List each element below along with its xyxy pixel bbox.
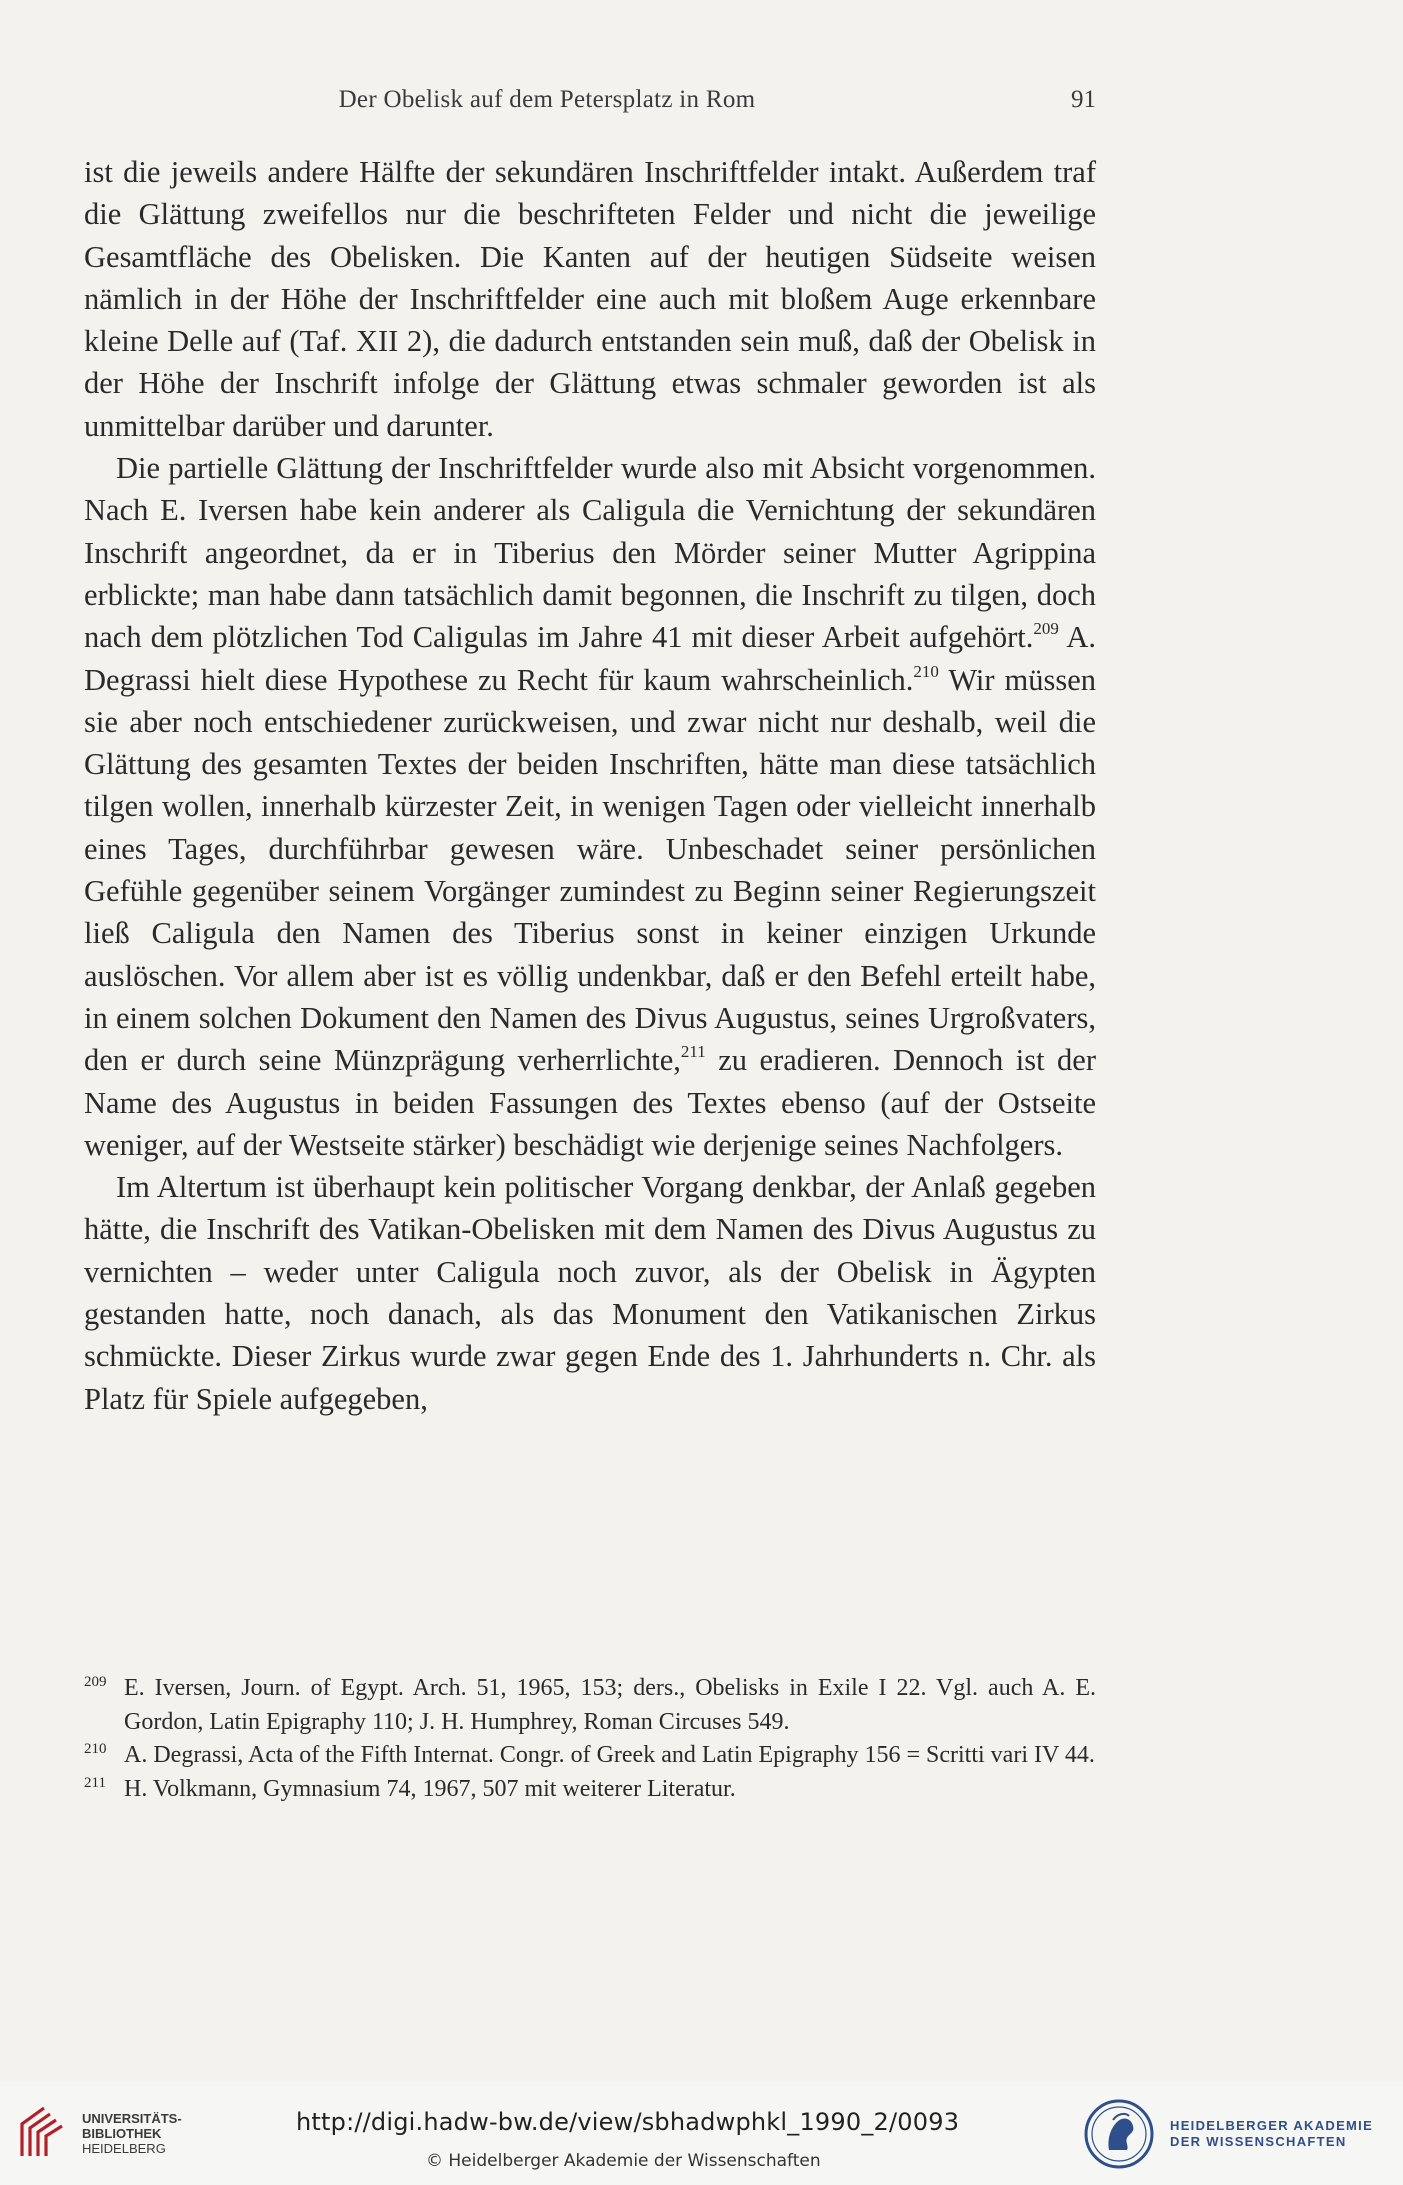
university-library-name bbox=[82, 2111, 182, 2156]
academy-name bbox=[1170, 2118, 1373, 2150]
footnote-text: E. Iversen, Journ. of Egypt. Arch. 51, 1965, 153; ders., Obelisks in Exile I 22. Vgl. auch A. E. Gordon, Latin Epigraphy 110; J. H. Humphrey, Roman Circuses 549. bbox=[124, 1675, 1096, 1735]
footnote-number: 211 bbox=[84, 1774, 106, 1791]
footnote-text: H. Volkmann, Gymnasium 74, 1967, 507 mit weiterer Literatur. bbox=[124, 1775, 736, 1802]
paragraph-2-part-d: zu eradieren. Dennoch ist der Name des Augustus in beiden Fassungen des Textes ebenso (auf der Ostseite weniger, auf der Westseite stärker) beschädigt wie derjenige seines Nachfolgers. bbox=[84, 1043, 1096, 1162]
footnote-number: 210 bbox=[84, 1741, 107, 1757]
paragraph-2-part-b: A. Degrassi hielt diese Hypothese zu Recht für kaum wahrscheinlich. bbox=[84, 620, 1096, 697]
footnote-ref-211[interactable]: 211 bbox=[680, 1042, 706, 1062]
paragraph-3: Im Altertum ist überhaupt kein politischer Vorgang denkbar, der Anlaß gegeben hätte, die Inschrift des Vatikan-Obelisken mit dem Namen des Divus Augustus zu vernichten – weder unter Caligula noch zuvor, als der Obelisk in Ägypten gestanden hatte, noch danach, als das Monument den Vatikanischen Zirkus schmückte. Dieser Zirkus wurde zwar gegen Ende des 1. Jahrhunderts n. Chr. als Platz für Spiele aufgegeben, bbox=[84, 1170, 1096, 1416]
footnote-211 bbox=[84, 1773, 1096, 1807]
paragraph-2-part-c: Wir müssen sie aber noch entschiedener zurückweisen, und zwar nicht nur deshalb, weil die Glättung des gesamten Textes der beiden Inschriften, hätte man diese tatsächlich tilgen wollen, innerhalb kürzester Zeit, in wenigen Tagen oder vielleicht innerhalb eines Tages, durchführbar gewesen wäre. Unbeschadet seiner persönlichen Gefühle gegenüber seinem Vorgänger zumindest zu Beginn seiner Regierungszeit ließ Caligula den Namen des Tiberius sonst in keiner einzigen Urkunde auslöschen. Vor allem aber ist es völlig undenkbar, daß er den Befehl erteilt habe, in einem solchen Dokument den Namen des Divus Augustus, seines Urgroßvaters, den er durch seine Münzprägung verherrlichte, bbox=[84, 662, 1096, 1078]
hadw-line-2: DER WISSENSCHAFTEN bbox=[1170, 2134, 1347, 2149]
footnote-text: A. Degrassi, Acta of the Fifth Internat. Congr. of Greek and Latin Epigraphy 156 = Scritti vari IV 44. bbox=[124, 1742, 1095, 1768]
footnote-ref-209[interactable]: 209 bbox=[1033, 619, 1059, 639]
ub-line-1: UNIVERSITÄTS- bbox=[82, 2111, 182, 2126]
footnote-number: 209 bbox=[84, 1674, 107, 1690]
footnote-ref-210[interactable]: 210 bbox=[913, 661, 939, 681]
body-text bbox=[84, 151, 1096, 1420]
paragraph-1: ist die jeweils andere Hälfte der sekundären Inschriftfelder intakt. Außerdem traf die Glättung zweifellos nur die beschrifteten Felder und nicht die jeweilige Gesamtfläche des Obelisken. Die Kanten auf der heutigen Südseite weisen nämlich in der Höhe der Inschriftfelder eine auch mit bloßem Auge erkennbare kleine Delle auf (Taf. XII 2), die dadurch entstanden sein muß, daß der Obelisk in der Höhe der Inschrift infolge der Glättung etwas schmaler geworden ist als unmittelbar darüber und darunter. bbox=[84, 155, 1096, 443]
footnote-210 bbox=[84, 1739, 1096, 1773]
ub-line-3: HEIDELBERG bbox=[82, 2141, 166, 2156]
ub-line-2: BIBLIOTHEK bbox=[82, 2126, 162, 2141]
running-title: Der Obelisk auf dem Petersplatz in Rom bbox=[338, 86, 756, 113]
university-library-logo-icon[interactable] bbox=[16, 2102, 76, 2162]
digitization-footer bbox=[0, 2081, 1403, 2185]
permalink-url[interactable]: http://digi.hadw-bw.de/view/sbhadwphkl_1990_2/0093 bbox=[296, 2108, 960, 2136]
footnotes bbox=[84, 1672, 1096, 1806]
copyright-notice: © Heidelberger Akademie der Wissenschaften bbox=[426, 2151, 821, 2171]
academy-seal-icon[interactable] bbox=[1083, 2098, 1155, 2170]
paragraph-2 bbox=[84, 447, 1096, 1166]
running-head bbox=[84, 86, 1096, 126]
paragraph-2-part-a: Die partielle Glättung der Inschriftfelder wurde also mit Absicht vorgenommen. Nach E. Iversen habe kein anderer als Caligula die Vernichtung der sekundären Inschrift angeordnet, da er in Tiberius den Mörder seiner Mutter Agrippina erblickte; man habe dann tatsächlich damit begonnen, die Inschrift zu tilgen, doch nach dem plötzlichen Tod Caligulas im Jahre 41 mit dieser Arbeit aufgehört. bbox=[84, 451, 1096, 655]
hadw-line-1: HEIDELBERGER AKADEMIE bbox=[1170, 2118, 1374, 2133]
footnote-209 bbox=[84, 1672, 1096, 1739]
page-number: 91 bbox=[1071, 86, 1096, 113]
